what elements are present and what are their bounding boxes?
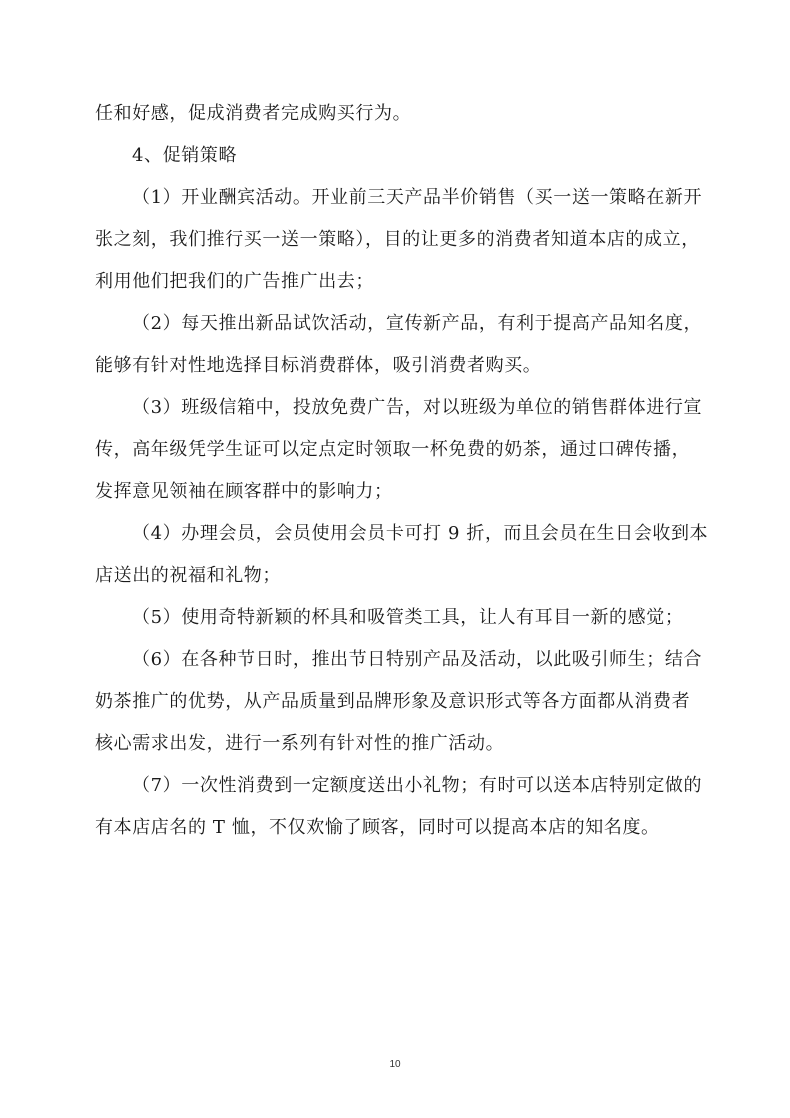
text-line: （7）一次性消费到一定额度送出小礼物；有时可以送本店特别定做的 xyxy=(132,775,703,796)
text-line: 任和好感，促成消费者完成购买行为。 xyxy=(95,103,412,124)
text-line: 有本店店名的 T 恤，不仅欢愉了顾客，同时可以提高本店的知名度。 xyxy=(95,817,660,838)
text-line: 奶茶推广的优势，从产品质量到品牌形象及意识形式等各方面都从消费者 xyxy=(95,691,691,712)
text-line: 店送出的祝福和礼物； xyxy=(95,565,281,586)
text-line: （3）班级信箱中，投放免费广告，对以班级为单位的销售群体进行宣 xyxy=(132,397,703,418)
text-line: （2）每天推出新品试饮活动，宣传新产品，有利于提高产品知名度， xyxy=(132,313,703,334)
text-line: 能够有针对性地选择目标消费群体，吸引消费者购买。 xyxy=(95,355,542,376)
page-number: 10 xyxy=(389,1059,401,1070)
text-line: （6）在各种节日时，推出节日特别产品及活动，以此吸引师生；结合 xyxy=(132,649,703,670)
text-line: 传，高年级凭学生证可以定点定时领取一杯免费的奶茶，通过口碑传播， xyxy=(95,439,691,460)
text-line: （5）使用奇特新颖的杯具和吸管类工具，让人有耳目一新的感觉； xyxy=(132,607,684,628)
section-heading: 4、促销策略 xyxy=(132,145,238,166)
text-line: 核心需求出发，进行一系列有针对性的推广活动。 xyxy=(95,733,505,754)
text-line: 利用他们把我们的广告推广出去； xyxy=(95,271,374,292)
document-body xyxy=(95,93,709,849)
text-line: 张之刻，我们推行买一送一策略），目的让更多的消费者知道本店的成立， xyxy=(95,229,700,250)
text-line: （1）开业酬宾活动。开业前三天产品半价销售（买一送一策略在新开 xyxy=(132,187,703,208)
text-line: （4）办理会员，会员使用会员卡可打 9 折，而且会员在生日会收到本 xyxy=(132,523,709,544)
text-line: 发挥意见领袖在顾客群中的影响力； xyxy=(95,481,393,502)
